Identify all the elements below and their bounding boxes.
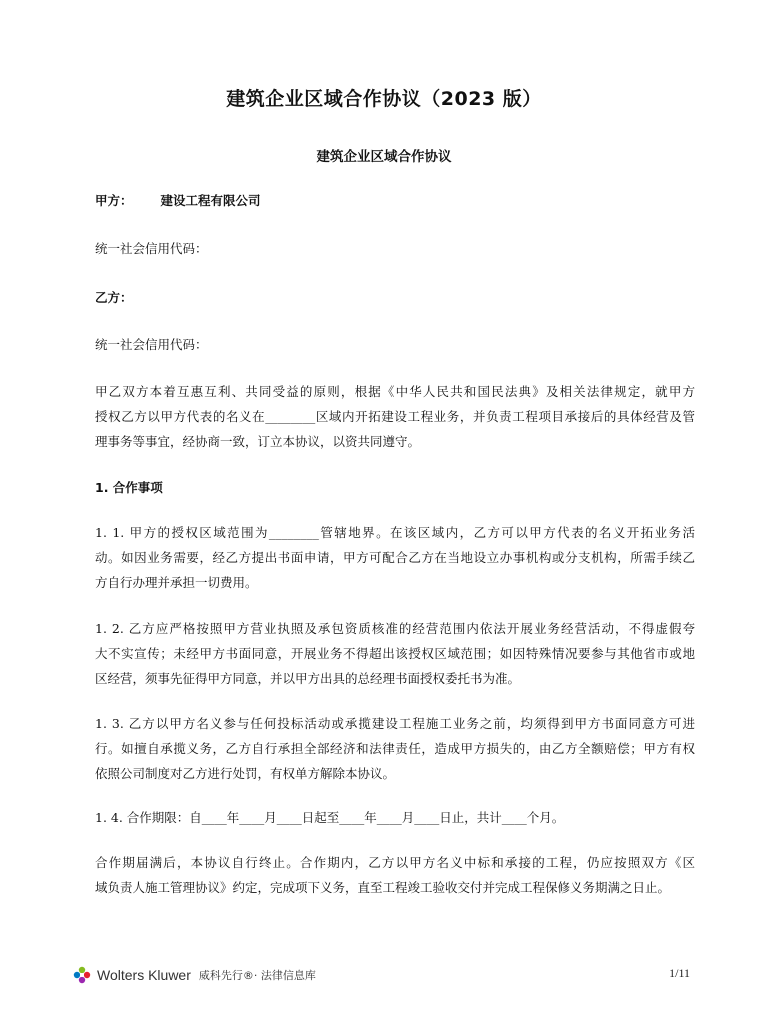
clause-1-1 (95, 520, 695, 595)
clause-1-4: 1. 4. 合作期限：自____年____月____日起至____年____月____日止，共计____个月。 (95, 810, 565, 825)
clause-line: 大不实宣传；未经甲方书面同意，开展业务不得超出该授权区域范围；如因特殊情况要参与其他省市或地 (95, 646, 695, 661)
clause-line: 1. 3. 乙方以甲方名义参与任何投标活动或承揽建设工程施工业务之前，均须得到甲方书面同意方可进 (95, 716, 695, 731)
expiry-line: 域负责人施工管理协议》约定，完成项下义务，直至工程竣工验收交付并完成工程保修义务期满之日止。 (95, 880, 671, 895)
document-subtitle: 建筑企业区域合作协议 (316, 149, 452, 165)
logo-dot (84, 972, 90, 978)
clause-line: 1. 1. 甲方的授权区域范围为________管辖地界。在该区域内，乙方可以甲方代表的名义开拓业务活 (95, 525, 695, 540)
party-b-label: 乙方： (95, 290, 133, 305)
logo-dot (79, 967, 85, 973)
clause-line: 动。如因业务需要，经乙方提出书面申请，甲方可配合乙方在当地设立办事机构或分支机构，所需手续乙 (95, 550, 695, 565)
intro-line: 授权乙方以甲方代表的名义在________区域内开拓建设工程业务，并负责工程项目承接后的具体经营及管 (95, 409, 695, 424)
credit-code-b: 统一社会信用代码： (95, 337, 208, 352)
intro-line: 理事务等事宜，经协商一致，订立本协议，以资共同遵守。 (95, 434, 421, 449)
expiry-paragraph (95, 850, 695, 900)
clause-1-2 (95, 616, 695, 691)
footer-logo (72, 962, 316, 988)
wolters-kluwer-logo-icon (72, 965, 92, 985)
intro-line: 甲乙双方本着互惠互利、共同受益的原则，根据《中华人民共和国民法典》及相关法律规定，就甲方 (95, 384, 695, 399)
intro-paragraph (95, 379, 695, 454)
page-number: 1/11 (669, 966, 690, 980)
clause-line: 方自行办理并承担一切费用。 (95, 575, 258, 590)
party-a-line (95, 189, 261, 212)
credit-code-a: 统一社会信用代码： (95, 241, 208, 256)
page-title: 建筑企业区域合作协议（2023 版） (226, 88, 542, 110)
clause-line: 1. 2. 乙方应严格按照甲方营业执照及承包资质核准的经营范围内依法开展业务经营活动，不得虚假夸 (95, 621, 695, 636)
brand-name: Wolters Kluwer (97, 967, 191, 983)
clause-1-3 (95, 711, 695, 786)
expiry-line: 合作期届满后，本协议自行终止。合作期内，乙方以甲方名义中标和承接的工程，仍应按照双方《区 (95, 855, 695, 870)
logo-dot (79, 977, 85, 983)
clause-line: 依照公司制度对乙方进行处罚，有权单方解除本协议。 (95, 766, 396, 781)
clause-line: 行。如擅自承揽义务，乙方自行承担全部经济和法律责任，造成甲方损失的，由乙方全额赔偿；甲方有权 (95, 741, 695, 756)
party-a-name: 建设工程有限公司 (160, 193, 261, 208)
logo-dot (74, 972, 80, 978)
section-1-heading: 1. 合作事项 (95, 480, 163, 495)
brand-name-cn: 威科先行®· 法律信息库 (198, 969, 316, 982)
party-a-label: 甲方： (95, 193, 133, 208)
clause-line: 区经营，须事先征得甲方同意，并以甲方出具的总经理书面授权委托书为准。 (95, 671, 521, 686)
